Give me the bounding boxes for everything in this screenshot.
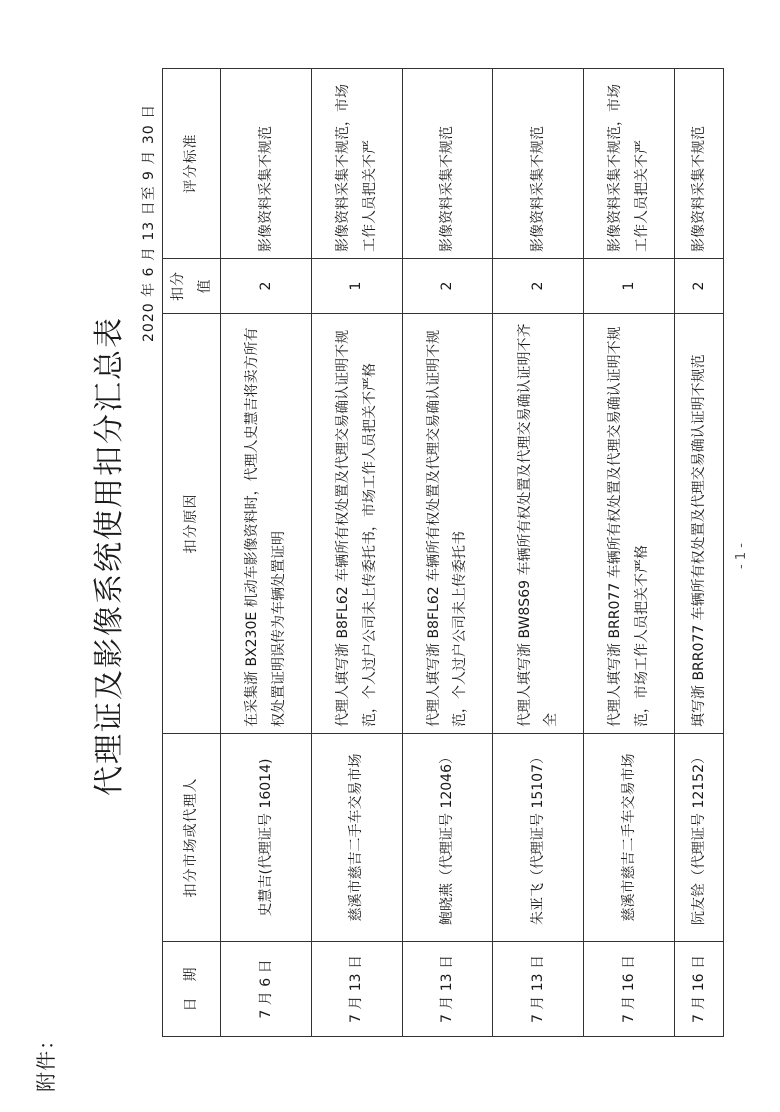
attachment-label: 附件：: [34, 1029, 58, 1092]
header-points: 扣分值: [163, 259, 221, 314]
row-reason: 代理人填写浙 B8FL62 车辆所有权处置及代理交易确认证明不规范，个人过户公司未上传委托书，市场工作人员把关不严格: [311, 314, 402, 734]
row-date: 7 月 13 日: [402, 942, 493, 1037]
row-points: 2: [221, 259, 312, 314]
row-agent: 鲍晓燕（代理证号 12046）: [402, 734, 493, 942]
page-number: - 1 -: [734, 543, 749, 569]
row-reason: 代理人填写浙 B8FL62 车辆所有权处置及代理交易确认证明不规范，个人过户公司未上传委托书: [402, 314, 493, 734]
row-standard: 影像资料采集不规范: [402, 69, 493, 259]
row-standard: 影像资料采集不规范: [493, 69, 584, 259]
row-date: 7 月 13 日: [493, 942, 584, 1037]
row-standard: 影像资料采集不规范: [221, 69, 312, 259]
row-agent: 朱亚飞（代理证号 15107）: [493, 734, 584, 942]
header-reason: 扣分原因: [163, 314, 221, 734]
row-standard: 影像资料采集不规范: [674, 69, 723, 259]
row-agent: 慈溪市慈吉二手车交易市场: [584, 734, 675, 942]
row-standard: 影像资料采集不规范，市场工作人员把关不严: [584, 69, 675, 259]
table-row: [493, 69, 584, 1037]
header-date: 日 期: [163, 942, 221, 1037]
table-row: [221, 69, 312, 1037]
table-row: [402, 69, 493, 1037]
row-agent: 慈溪市慈吉二手车交易市场: [311, 734, 402, 942]
table-header-row: [163, 69, 221, 1037]
row-reason: 在采集浙 BX230E 机动车影像资料时，代理人史慧吉将卖方所有权处置证明误传为车辆处置证明: [221, 314, 312, 734]
header-agent: 扣分市场或代理人: [163, 734, 221, 942]
deduction-table: [162, 68, 724, 1037]
row-points: 2: [493, 259, 584, 314]
row-points: 1: [584, 259, 675, 314]
row-points: 2: [674, 259, 723, 314]
row-points: 1: [311, 259, 402, 314]
row-reason: 代理人填写浙 BW8S69 车辆所有权处置及代理交易确认证明不齐全: [493, 314, 584, 734]
table-row: [311, 69, 402, 1037]
row-date: 7 月 6 日: [221, 942, 312, 1037]
date-range: 2020 年 6 月 13 日至 9 月 30 日: [141, 103, 157, 342]
row-agent: 史慧吉(代理证号 16014): [221, 734, 312, 942]
row-reason: 代理人填写浙 BRR077 车辆所有权处置及代理交易确认证明不规范，市场工作人员把关不严格: [584, 314, 675, 734]
row-date: 7 月 13 日: [311, 942, 402, 1037]
row-standard: 影像资料采集不规范，市场工作人员把关不严: [311, 69, 402, 259]
row-date: 7 月 16 日: [584, 942, 675, 1037]
row-date: 7 月 16 日: [674, 942, 723, 1037]
header-standard: 评分标准: [163, 69, 221, 259]
table-row: [674, 69, 723, 1037]
page-title: 代理证及影像系统使用扣分汇总表: [92, 316, 127, 796]
row-agent: 阮友铨（代理证号 12152）: [674, 734, 723, 942]
table-row: [584, 69, 675, 1037]
row-points: 2: [402, 259, 493, 314]
row-reason: 填写浙 BRR077 车辆所有权处置及代理交易确认证明不规范: [674, 314, 723, 734]
